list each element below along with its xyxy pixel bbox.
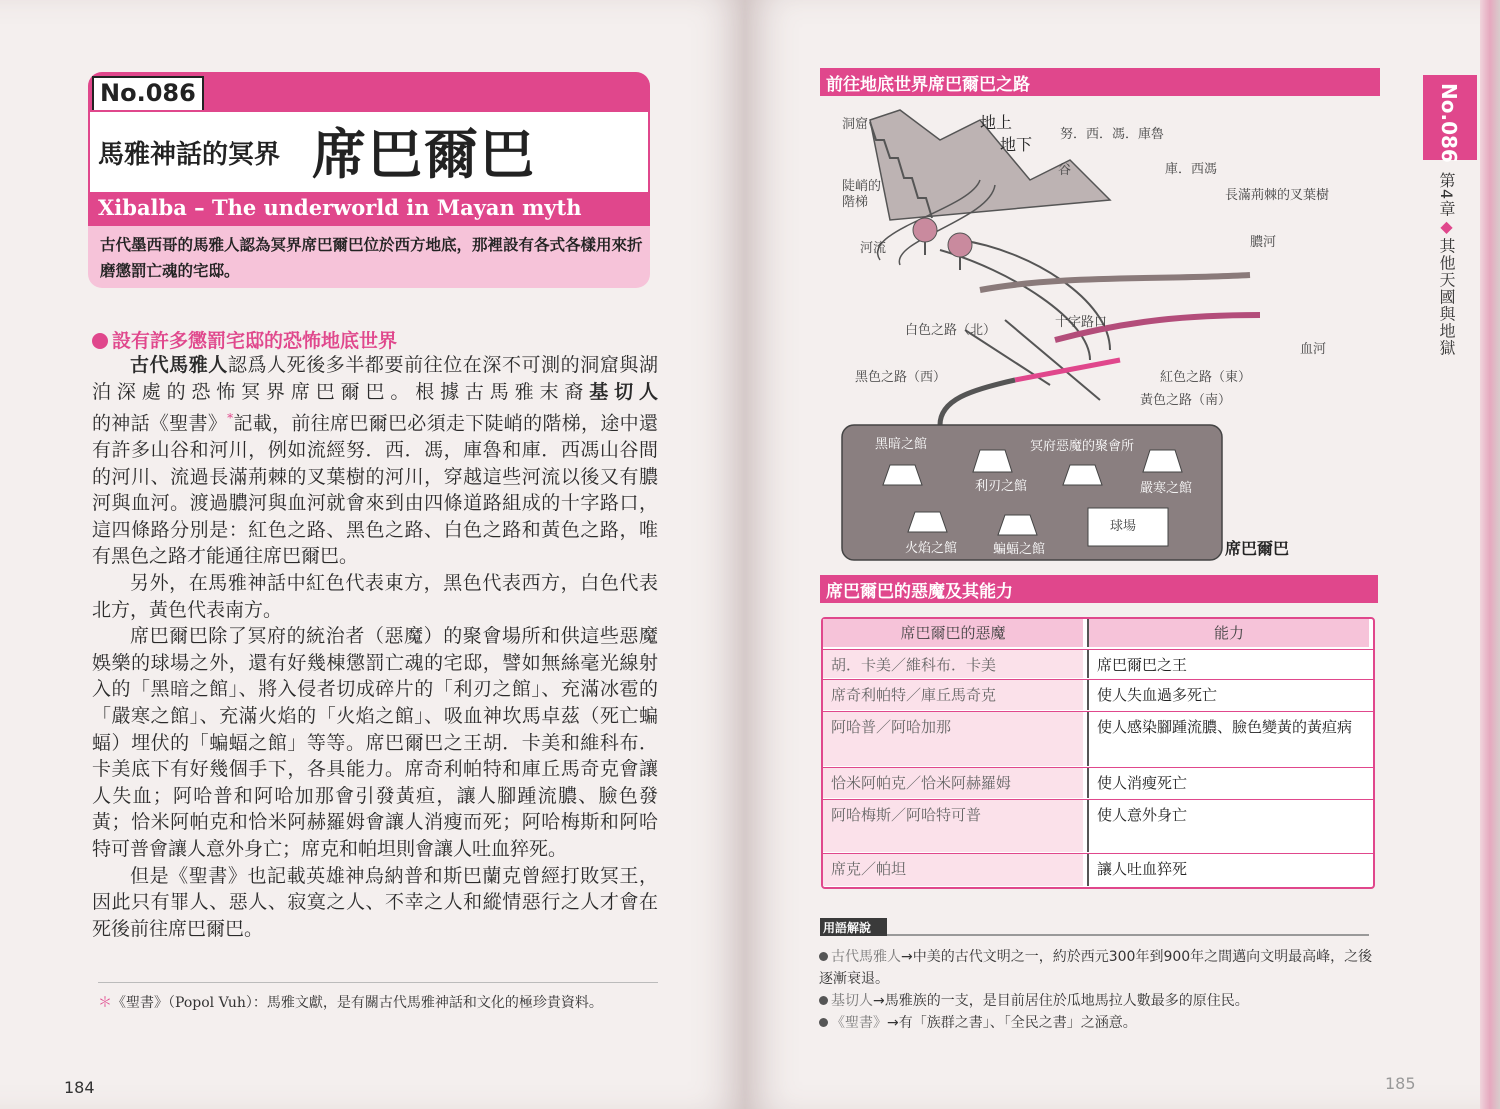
label-crossroads: 十字路口 <box>1055 315 1108 330</box>
glossary-term: 《聖書》 <box>831 1015 887 1031</box>
entry-number: No.086 <box>92 76 204 112</box>
table-row <box>823 649 1373 678</box>
label-ku-valley: 庫．西馮 <box>1165 162 1218 177</box>
label-house-cold: 嚴寒之館 <box>1140 481 1193 496</box>
chapter-number: 第4章 <box>1437 172 1456 218</box>
glossary <box>819 946 1379 1034</box>
paragraph-2: 另外，在馬雅神話中紅色代表東方，黑色代表西方，白色代表北方，黃色代表南方。 <box>92 572 658 621</box>
entry-header <box>88 72 650 288</box>
footnote-marker: * <box>227 411 234 426</box>
bullet-icon <box>92 333 108 349</box>
header-top-bar <box>88 72 650 110</box>
demon-section-title: 席巴爾巴的惡魔及其能力 <box>826 582 1013 602</box>
paragraph-4: 但是《聖書》也記載英雄神烏納普和斯巴蘭克曾經打敗冥王，因此只有罪人、惡人、寂寞之人、不幸之人和縱情惡行之人才會在死後前往席巴爾巴。 <box>92 864 658 940</box>
term-kiche: 基切人 <box>589 380 658 403</box>
table-row <box>823 799 1373 852</box>
glossary-term: 基切人 <box>831 993 873 1009</box>
ability-cell: 使人失血過多死亡 <box>1087 680 1367 710</box>
glossary-definition: →馬雅族的一支，是目前居住於瓜地馬拉人數最多的原住民。 <box>873 993 1249 1009</box>
chapter-title: 其他天國與地獄 <box>1437 237 1456 357</box>
pyramid-icon-5 <box>908 512 947 532</box>
diamond-icon: ◆ <box>1437 217 1456 238</box>
footnote-asterisk: ＊ <box>98 995 112 1011</box>
pus-river <box>980 275 1250 290</box>
page-edge <box>1480 0 1500 1109</box>
red-road <box>1015 360 1120 380</box>
table-header-ability: 能力 <box>1087 619 1369 647</box>
label-nu-valley: 努．西．馮．庫魯 <box>1060 127 1165 142</box>
demon-cell: 阿哈梅斯／阿哈特可普 <box>823 800 1083 852</box>
demon-cell: 席克／帕坦 <box>823 854 1083 886</box>
label-above-ground: 地上 <box>980 113 1013 132</box>
summary-text: 古代墨西哥的馬雅人認為冥界席巴爾巴位於西方地底，那裡設有各式各樣用來折磨懲罰亡魂的宅邸。 <box>100 236 643 280</box>
ability-cell: 席巴爾巴之王 <box>1087 650 1367 678</box>
section-heading <box>92 326 397 353</box>
label-council-house: 冥府惡魔的聚會所 <box>1030 439 1135 454</box>
label-ballcourt: 球場 <box>1110 519 1137 534</box>
glossary-item <box>819 946 1379 990</box>
ability-cell: 使人感染腳踵流膿、臉色變黃的黃疸病 <box>1087 712 1367 766</box>
paragraph-1 <box>92 352 658 570</box>
english-title-bar <box>88 192 650 226</box>
ability-cell: 使人意外身亡 <box>1087 800 1367 852</box>
bullet-icon <box>819 952 828 961</box>
entry-subtitle: 馬雅神話的冥界 <box>98 140 281 170</box>
tree-icon-2 <box>948 233 972 257</box>
label-red-road: 紅色之路（東） <box>1160 370 1252 385</box>
label-house-fire: 火焰之館 <box>905 541 958 556</box>
table-row <box>823 711 1373 766</box>
right-page <box>745 0 1500 1109</box>
glossary-definition: →有「族群之書」、「全民之書」之涵意。 <box>887 1015 1137 1031</box>
label-house-dark: 黑暗之館 <box>875 437 928 452</box>
label-black-road: 黑色之路（西） <box>855 370 947 385</box>
ability-cell: 讓人吐血猝死 <box>1087 854 1367 886</box>
ability-cell: 使人消瘦死亡 <box>1087 768 1367 798</box>
label-river: 河流 <box>860 241 887 256</box>
label-stairs-1: 陡峭的 <box>842 179 882 194</box>
map-section-bar <box>820 68 1380 96</box>
paragraph-3: 席巴爾巴除了冥府的統治者（惡魔）的聚會場所和供這些惡魔娛樂的球場之外，還有好幾棟懲罰亡魂的宅邸，譬如無絲毫光線射入的「黑暗之館」、將入侵者切成碎片的「利刃之館」、充滿冰雹的「嚴寒之館」、充滿火焰的「火焰之館」、吸血神坎馬卓茲（死亡蝙蝠）埋伏的「蝙蝠之館」等等。席巴爾巴之王胡．卡美和維科布．卡美底下有好幾個手下，各具能力。席奇利帕特和庫丘馬奇克會讓人失血；阿哈普和阿哈加那會引發黃疸，讓人腳踵流膿、臉色發黃；恰米阿帕克和恰米阿赫羅姆會讓人消瘦而死；阿哈梅斯和阿哈特可普會讓人意外身亡；席克和帕坦則會讓人吐血猝死。 <box>92 625 658 861</box>
road-line <box>940 250 1090 360</box>
label-blood-river: 血河 <box>1300 342 1327 357</box>
glossary-item <box>819 990 1379 1012</box>
label-pus-river: 膿河 <box>1250 235 1277 250</box>
pyramid-icon-3 <box>1063 465 1102 485</box>
pyramid-icon-6 <box>998 515 1037 535</box>
label-house-blade: 利刃之館 <box>975 479 1028 494</box>
label-xibalba: 席巴爾巴 <box>1225 539 1290 558</box>
glossary-item <box>819 1012 1379 1034</box>
demon-table <box>821 617 1375 889</box>
glossary-divider <box>887 934 1369 936</box>
glossary-heading <box>820 918 887 936</box>
pyramid-icon-2 <box>973 450 1012 472</box>
summary-box <box>88 226 650 288</box>
left-page <box>0 0 745 1109</box>
footnote-text: 《聖書》（Popol Vuh）：馬雅文獻，是有關古代馬雅神話和文化的極珍貴資料。 <box>112 995 603 1011</box>
label-white-road: 白色之路（北） <box>905 323 997 338</box>
demon-section-bar <box>820 575 1378 603</box>
demon-cell: 阿哈普／阿哈加那 <box>823 712 1083 766</box>
demon-cell: 胡．卡美／維科布．卡美 <box>823 650 1083 678</box>
paragraph-1-text-c: 記載，前往席巴爾巴必須走下陡峭的階梯，途中還有許多山谷和河川，例如流經努．西．馮，庫魯和庫．西馮山谷間的河川、流過長滿荊棘的叉葉樹的河川，穿越這些河流以後又有膿河與血河。渡過膿河與血河就會來到由四條道路組成的十字路口，這四條路分別是：紅色之路、黑色之路、白色之路和黃色之路，唯有黑色之路才能通往席巴爾巴。 <box>92 412 658 568</box>
paragraph-1-text-b: 的神話《聖書》 <box>92 412 228 435</box>
label-below-ground: 地下 <box>1000 135 1033 154</box>
footnote <box>98 992 658 1014</box>
chapter-label <box>1435 172 1458 356</box>
label-cave: 洞窟 <box>842 117 869 132</box>
xibalba-route-map <box>830 100 1400 570</box>
page-number-left: 184 <box>64 1078 95 1097</box>
section-heading-text: 設有許多懲罰宅邸的恐怖地底世界 <box>112 330 398 352</box>
side-number-tab <box>1423 75 1477 163</box>
entry-title: 席巴爾巴 <box>312 123 536 186</box>
term-ancient-maya: 古代馬雅人 <box>130 354 228 376</box>
pyramid-icon-4 <box>1143 450 1182 472</box>
page-number-right: 185 <box>1385 1074 1416 1093</box>
pyramid-icon <box>883 465 922 485</box>
demon-cell: 恰米阿帕克／恰米阿赫羅姆 <box>823 768 1083 798</box>
footnote-divider <box>98 982 658 983</box>
tree-icon <box>913 218 937 242</box>
map-section-title: 前往地底世界席巴爾巴之路 <box>826 75 1030 95</box>
table-row <box>823 679 1373 710</box>
english-title: Xibalba – The underworld in Mayan myth <box>98 195 582 220</box>
article-body <box>92 352 658 942</box>
label-yellow-road: 黃色之路（南） <box>1140 393 1232 408</box>
table-header-demon: 席巴爾巴的惡魔 <box>823 619 1083 647</box>
label-house-bat: 蝙蝠之館 <box>993 542 1046 557</box>
bullet-icon <box>819 996 828 1005</box>
black-road <box>940 380 1015 425</box>
table-row <box>823 767 1373 798</box>
glossary-heading-text: 用語解說 <box>823 921 872 935</box>
glossary-term: 古代馬雅人 <box>831 949 901 965</box>
paragraph-1-text-a: 認爲人死後多半都要前往位在深不可測的洞窟與湖泊深處的恐怖冥界席巴爾巴。根據古馬雅末裔 <box>92 354 658 403</box>
label-valley: 谷 <box>1058 163 1072 178</box>
label-thorn-tree: 長滿荊棘的叉葉樹 <box>1225 188 1330 203</box>
bullet-icon <box>819 1018 828 1027</box>
glossary-definition: →中美的古代文明之一，約於西元300年到900年之間邁向文明最高峰，之後逐漸衰退。 <box>819 949 1373 987</box>
table-row <box>823 853 1373 886</box>
demon-cell: 席奇利帕特／庫丘馬奇克 <box>823 680 1083 710</box>
label-stairs-2: 階梯 <box>842 195 869 210</box>
side-number-text: No.086 <box>1437 83 1461 163</box>
